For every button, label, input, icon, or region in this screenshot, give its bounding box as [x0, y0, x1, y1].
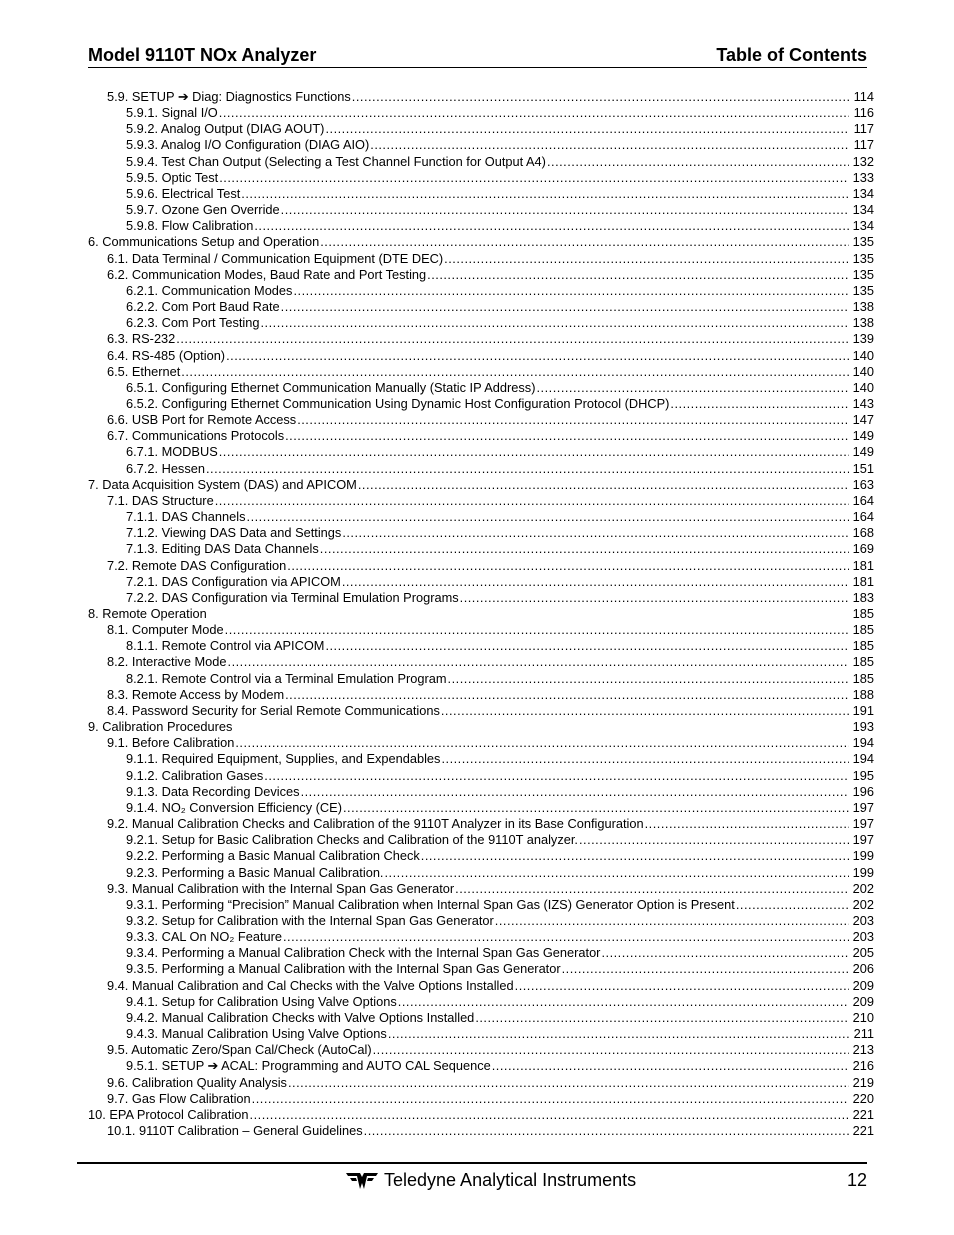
toc-entry-page: 196	[852, 783, 874, 799]
toc-entry-page: 185	[852, 654, 874, 670]
toc-entry[interactable]	[88, 331, 874, 347]
toc-dot-leader	[215, 493, 849, 509]
toc-dot-leader	[343, 800, 849, 816]
toc-entry-page: 205	[852, 945, 874, 961]
toc-dot-leader	[562, 961, 849, 977]
toc-dot-leader	[455, 881, 849, 897]
toc-entry-page: 195	[852, 767, 874, 783]
toc-entry-page: 206	[852, 961, 874, 977]
toc-dot-leader	[283, 929, 849, 945]
toc-entry-label: 8.3. Remote Access by Modem	[107, 686, 285, 702]
toc-entry[interactable]	[88, 881, 874, 897]
toc-entry-label: 9.1.3. Data Recording Devices	[126, 783, 300, 799]
toc-entry[interactable]	[88, 800, 874, 816]
toc-entry-label: 6.5.2. Configuring Ethernet Communication Using Dynamic Host Configuration Protocol (DHCP)	[126, 395, 670, 411]
toc-dot-leader	[285, 428, 849, 444]
document-title: Model 9110T NOx Analyzer	[88, 45, 317, 65]
toc-entry-page: 220	[852, 1090, 874, 1106]
toc-entry-page: 221	[852, 1123, 874, 1138]
toc-entry-page: 139	[852, 331, 874, 347]
toc-entry-label: 9.1.4. NO₂ Conversion Efficiency (CE)	[126, 799, 342, 815]
toc-entry[interactable]	[88, 1107, 874, 1123]
toc-entry[interactable]	[88, 493, 874, 509]
toc-dot-leader	[297, 412, 849, 428]
toc-dot-leader	[325, 638, 849, 654]
toc-dot-leader	[325, 121, 849, 137]
toc-entry-page: 216	[852, 1058, 874, 1074]
toc-entry[interactable]	[88, 137, 874, 153]
toc-entry-page: 138	[852, 299, 874, 315]
toc-entry-label: 7. Data Acquisition System (DAS) and APICOM	[88, 476, 357, 492]
toc-entry-label: 6.5.1. Configuring Ethernet Communication Manually (Static IP Address)	[126, 379, 536, 395]
toc-entry-page: 132	[852, 153, 874, 169]
toc-entry-page: 199	[852, 864, 874, 880]
toc-dot-leader	[370, 137, 849, 153]
toc-entry-label: 9.1.1. Required Equipment, Supplies, and Expendables	[126, 751, 441, 767]
toc-entry-label: 9.3.1. Performing “Precision” Manual Calibration when Internal Span Gas (IZS) Generator Option is Present	[126, 896, 735, 912]
toc-entry-label: 6.7.2. Hessen	[126, 460, 205, 476]
toc-dot-leader	[285, 687, 849, 703]
toc-dot-leader	[287, 558, 849, 574]
toc-entry-page: 143	[852, 395, 874, 411]
toc-dot-leader	[176, 331, 849, 347]
toc-dot-leader	[219, 444, 849, 460]
toc-entry-page: 202	[852, 880, 874, 896]
toc-entry-page: 164	[852, 509, 874, 525]
toc-dot-leader	[181, 364, 849, 380]
section-title: Table of Contents	[716, 45, 867, 65]
toc-entry[interactable]	[88, 1042, 874, 1058]
toc-entry-page: 185	[852, 638, 874, 654]
toc-entry-label: 9.4.2. Manual Calibration Checks with Valve Options Installed	[126, 1009, 475, 1025]
toc-entry-label: 7.1. DAS Structure	[107, 492, 214, 508]
toc-dot-leader	[254, 218, 849, 234]
toc-entry[interactable]	[88, 1075, 874, 1091]
toc-entry[interactable]	[88, 768, 874, 784]
toc-entry-page: 135	[852, 266, 874, 282]
toc-dot-leader	[645, 816, 849, 832]
toc-dot-leader	[219, 170, 849, 186]
toc-entry[interactable]	[88, 267, 874, 283]
toc-entry-label: 7.2.1. DAS Configuration via APICOM	[126, 573, 341, 589]
toc-entry-page: 185	[852, 670, 874, 686]
toc-entry[interactable]	[88, 1091, 874, 1107]
toc-entry[interactable]	[88, 105, 874, 121]
toc-entry[interactable]	[88, 121, 874, 137]
toc-entry-page: 194	[852, 751, 874, 767]
toc-dot-leader	[235, 735, 849, 751]
page-footer	[77, 1168, 867, 1194]
toc-entry[interactable]	[88, 154, 874, 170]
toc-entry-page: 188	[852, 686, 874, 702]
toc-dot-leader	[670, 396, 849, 412]
toc-entry-page: 138	[852, 315, 874, 331]
toc-dot-leader	[342, 525, 849, 541]
toc-entry-label: 10. EPA Protocol Calibration	[88, 1106, 249, 1122]
toc-dot-leader	[281, 202, 849, 218]
footer-brand-text: Teledyne Analytical Instruments	[384, 1170, 637, 1190]
toc-entry[interactable]	[88, 703, 874, 719]
toc-entry-label: 9.4.3. Manual Calibration Using Valve Options	[126, 1026, 387, 1042]
toc-entry-page: 209	[852, 977, 874, 993]
toc-entry-label: 8.2. Interactive Mode	[107, 654, 227, 670]
toc-entry[interactable]	[88, 590, 874, 606]
toc-entry-label: 9. Calibration Procedures	[88, 719, 233, 735]
toc-dot-leader	[226, 348, 849, 364]
toc-entry-page: 147	[852, 412, 874, 428]
toc-entry-page: 149	[852, 444, 874, 460]
toc-entry-label: 9.4.1. Setup for Calibration Using Valve Options	[126, 993, 397, 1009]
toc-entry-label: 5.9.4. Test Chan Output (Selecting a Test Channel Function for Output A4)	[126, 153, 546, 169]
toc-entry-label: 9.4. Manual Calibration and Cal Checks with the Valve Options Installed	[107, 977, 514, 993]
toc-dot-leader	[441, 703, 849, 719]
toc-dot-leader	[460, 590, 849, 606]
toc-entry-page: 199	[852, 848, 874, 864]
toc-entry-label: 10.1. 9110T Calibration – General Guidelines	[107, 1123, 363, 1138]
toc-entry-page: 169	[852, 541, 874, 557]
toc-dot-leader	[250, 1107, 849, 1123]
toc-entry[interactable]	[88, 784, 874, 800]
toc-entry[interactable]	[88, 848, 874, 864]
toc-dot-leader	[261, 315, 850, 331]
toc-dot-leader	[547, 154, 849, 170]
toc-entry[interactable]	[88, 412, 874, 428]
toc-entry[interactable]	[88, 477, 874, 493]
toc-entry[interactable]	[88, 299, 874, 315]
toc-entry[interactable]	[88, 654, 874, 670]
toc-entry-page: 117	[853, 121, 874, 137]
page-header	[88, 44, 867, 68]
toc-dot-leader	[373, 1042, 849, 1058]
toc-entry-page: 203	[852, 929, 874, 945]
toc-entry[interactable]	[88, 89, 874, 105]
toc-entry-page: 134	[852, 202, 874, 218]
toc-dot-leader	[264, 768, 849, 784]
toc-entry-label: 9.2. Manual Calibration Checks and Calibration of the 9110T Analyzer in its Base Configuration	[107, 816, 644, 832]
toc-entry[interactable]	[88, 735, 874, 751]
toc-entry-page: 151	[852, 460, 874, 476]
toc-entry-page: 197	[852, 832, 874, 848]
toc-entry-label: 6.6. USB Port for Remote Access	[107, 412, 297, 428]
toc-entry[interactable]	[88, 978, 874, 994]
toc-entry-label: 5.9.8. Flow Calibration	[126, 218, 254, 234]
toc-dot-leader	[219, 105, 849, 121]
toc-entry-page: 140	[852, 363, 874, 379]
toc-dot-leader	[388, 1026, 849, 1042]
toc-entry[interactable]	[88, 202, 874, 218]
toc-entry[interactable]	[88, 186, 874, 202]
toc-entry[interactable]	[88, 444, 874, 460]
toc-entry-page: 194	[852, 735, 874, 751]
toc-entry[interactable]	[88, 428, 874, 444]
toc-entry-label: 5.9.5. Optic Test	[126, 169, 219, 185]
toc-entry[interactable]	[88, 751, 874, 767]
toc-entry-page: 149	[852, 428, 874, 444]
toc-entry-page: 164	[852, 492, 874, 508]
toc-entry-page: 193	[852, 719, 874, 735]
toc-dot-leader	[492, 1058, 849, 1074]
toc-entry[interactable]	[88, 558, 874, 574]
toc-entry-label: 9.7. Gas Flow Calibration	[107, 1090, 251, 1106]
toc-entry[interactable]	[88, 509, 874, 525]
toc-entry-label: 8.2.1. Remote Control via a Terminal Emulation Program	[126, 670, 447, 686]
toc-entry[interactable]	[88, 897, 874, 913]
toc-entry[interactable]	[88, 1123, 874, 1139]
toc-entry-page: 203	[852, 912, 874, 928]
toc-entry-page: 210	[852, 1009, 874, 1025]
toc-dot-leader	[495, 913, 849, 929]
toc-dot-leader	[736, 897, 849, 913]
toc-entry-label: 9.3.5. Performing a Manual Calibration with the Internal Span Gas Generator	[126, 961, 561, 977]
toc-entry-label: 6.7.1. MODBUS	[126, 444, 218, 460]
toc-dot-leader	[293, 283, 849, 299]
toc-dot-leader	[288, 1075, 849, 1091]
toc-entry-page: 209	[852, 993, 874, 1009]
footer-brand	[345, 1168, 636, 1192]
toc-entry-page: 197	[852, 816, 874, 832]
toc-dot-leader	[358, 477, 849, 493]
toc-entry-page: 134	[852, 185, 874, 201]
toc-entry-label: 9.6. Calibration Quality Analysis	[107, 1074, 287, 1090]
toc-entry-page: 114	[853, 89, 874, 104]
toc-dot-leader	[385, 865, 850, 881]
toc-entry-page: 163	[852, 476, 874, 492]
toc-dot-leader	[441, 751, 849, 767]
toc-entry-label: 5.9.3. Analog I/O Configuration (DIAG AIO)	[126, 137, 370, 153]
toc-entry-page: 221	[852, 1106, 874, 1122]
toc-dot-leader	[444, 251, 849, 267]
toc-entry-page: 181	[852, 557, 874, 573]
toc-entry-label: 9.3.3. CAL On NO₂ Feature	[126, 929, 282, 945]
toc-entry[interactable]	[88, 348, 874, 364]
toc-entry-page: 140	[852, 379, 874, 395]
toc-dot-leader	[421, 848, 849, 864]
toc-entry-label: 6.3. RS-232	[107, 331, 176, 347]
toc-entry-label: 8. Remote Operation	[88, 606, 207, 621]
toc-dot-leader	[448, 671, 849, 687]
toc-entry-label: 9.2.2. Performing a Basic Manual Calibration Check	[126, 848, 420, 864]
toc-dot-leader	[536, 380, 849, 396]
toc-entry[interactable]	[88, 574, 874, 590]
toc-entry[interactable]	[88, 380, 874, 396]
toc-entry-page: 191	[852, 702, 874, 718]
toc-dot-leader	[398, 994, 849, 1010]
toc-entry-label: 7.2.2. DAS Configuration via Terminal Emulation Programs	[126, 589, 459, 605]
toc-entry[interactable]	[88, 218, 874, 234]
toc-entry-page: 197	[852, 799, 874, 815]
toc-entry-label: 7.1.1. DAS Channels	[126, 509, 246, 525]
toc-dot-leader	[241, 186, 849, 202]
toc-entry-page: 202	[852, 896, 874, 912]
toc-entry-page: 211	[853, 1026, 874, 1042]
toc-entry[interactable]	[88, 1058, 874, 1074]
toc-dot-leader	[427, 267, 849, 283]
toc-entry-page: 133	[852, 169, 874, 185]
toc-entry-label: 5.9. SETUP ➔ Diag: Diagnostics Functions	[107, 89, 351, 104]
toc-entry-label: 6.2.3. Com Port Testing	[126, 315, 260, 331]
toc-entry-label: 8.1.1. Remote Control via APICOM	[126, 638, 325, 654]
toc-entry[interactable]	[88, 315, 874, 331]
toc-dot-leader	[206, 461, 849, 477]
toc-entry[interactable]	[88, 541, 874, 557]
toc-entry-page: 168	[852, 525, 874, 541]
toc-entry-label: 6.5. Ethernet	[107, 363, 181, 379]
toc-entry-label: 9.1. Before Calibration	[107, 735, 235, 751]
toc-entry[interactable]	[88, 719, 874, 735]
toc-entry[interactable]	[88, 1010, 874, 1026]
toc-dot-leader	[228, 654, 849, 670]
toc-entry[interactable]	[88, 913, 874, 929]
toc-entry[interactable]	[88, 961, 874, 977]
toc-entry-label: 7.1.3. Editing DAS Data Channels	[126, 541, 319, 557]
toc-entry[interactable]	[88, 234, 874, 250]
toc-entry[interactable]	[88, 832, 874, 848]
toc-entry-label: 7.2. Remote DAS Configuration	[107, 557, 287, 573]
toc-entry[interactable]	[88, 283, 874, 299]
toc-entry-label: 9.3.4. Performing a Manual Calibration Check with the Internal Span Gas Generator	[126, 945, 601, 961]
toc-entry-page: 135	[852, 250, 874, 266]
toc-entry[interactable]	[88, 671, 874, 687]
toc-entry[interactable]	[88, 1026, 874, 1042]
toc-entry[interactable]	[88, 251, 874, 267]
toc-entry-label: 9.5.1. SETUP ➔ ACAL: Programming and AUTO CAL Sequence	[126, 1058, 491, 1074]
toc-entry[interactable]	[88, 865, 874, 881]
toc-entry-label: 6.2. Communication Modes, Baud Rate and Port Testing	[107, 266, 427, 282]
toc-entry[interactable]	[88, 364, 874, 380]
toc-entry-page: 135	[852, 234, 874, 250]
toc-entry[interactable]	[88, 606, 874, 622]
toc-entry-page: 185	[852, 606, 874, 621]
toc-entry-label: 9.1.2. Calibration Gases	[126, 767, 264, 783]
toc-entry-label: 5.9.2. Analog Output (DIAG AOUT)	[126, 121, 325, 137]
toc-entry[interactable]	[88, 622, 874, 638]
toc-dot-leader	[515, 978, 849, 994]
toc-entry-label: 6.7. Communications Protocols	[107, 428, 285, 444]
toc-entry-label: 6. Communications Setup and Operation	[88, 234, 320, 250]
toc-dot-leader	[342, 574, 849, 590]
toc-entry-page: 134	[852, 218, 874, 234]
toc-entry-label: 9.3.2. Setup for Calibration with the Internal Span Gas Generator	[126, 912, 494, 928]
toc-entry[interactable]	[88, 170, 874, 186]
toc-entry[interactable]	[88, 638, 874, 654]
toc-entry[interactable]	[88, 945, 874, 961]
toc-entry[interactable]	[88, 525, 874, 541]
toc-entry[interactable]	[88, 396, 874, 412]
toc-entry-page: 135	[852, 282, 874, 298]
toc-dot-leader	[301, 784, 849, 800]
toc-dot-leader	[225, 622, 849, 638]
toc-dot-leader	[320, 541, 849, 557]
header-divider	[88, 67, 867, 68]
toc-entry[interactable]	[88, 994, 874, 1010]
toc-entry[interactable]	[88, 461, 874, 477]
toc-entry-label: 8.4. Password Security for Serial Remote Communications	[107, 702, 440, 718]
table-of-contents	[88, 89, 874, 1139]
toc-entry[interactable]	[88, 816, 874, 832]
toc-entry-page: 116	[853, 105, 874, 121]
toc-entry-page: 185	[852, 622, 874, 638]
toc-dot-leader	[364, 1123, 849, 1139]
toc-entry-page: 183	[852, 589, 874, 605]
toc-dot-leader	[352, 89, 849, 105]
toc-entry-page: 117	[853, 137, 874, 153]
page-number: 12	[846, 1170, 867, 1190]
teledyne-logo-icon	[345, 1169, 379, 1191]
toc-entry-page: 140	[852, 347, 874, 363]
toc-entry-label: 6.2.1. Communication Modes	[126, 282, 293, 298]
toc-entry-label: 9.2.1. Setup for Basic Calibration Checks and Calibration of the 9110T analyzer.	[126, 832, 578, 848]
toc-entry-label: 6.2.2. Com Port Baud Rate	[126, 299, 280, 315]
toc-dot-leader	[579, 832, 849, 848]
toc-entry-label: 6.4. RS-485 (Option)	[107, 347, 226, 363]
toc-dot-leader	[247, 509, 849, 525]
toc-entry-label: 9.2.3. Performing a Basic Manual Calibration.	[126, 864, 384, 880]
toc-entry-label: 5.9.1. Signal I/O	[126, 105, 218, 121]
toc-entry-label: 9.5. Automatic Zero/Span Cal/Check (AutoCal)	[107, 1042, 372, 1058]
toc-entry-label: 6.1. Data Terminal / Communication Equipment (DTE DEC)	[107, 250, 444, 266]
toc-dot-leader	[281, 299, 849, 315]
toc-entry-page: 181	[852, 573, 874, 589]
toc-entry-page: 219	[852, 1074, 874, 1090]
toc-entry[interactable]	[88, 687, 874, 703]
toc-entry[interactable]	[88, 929, 874, 945]
toc-dot-leader	[475, 1010, 849, 1026]
toc-entry-page: 213	[852, 1042, 874, 1058]
toc-dot-leader	[252, 1091, 849, 1107]
toc-entry-label: 5.9.7. Ozone Gen Override	[126, 202, 280, 218]
toc-entry-label: 7.1.2. Viewing DAS Data and Settings	[126, 525, 342, 541]
toc-dot-leader	[320, 234, 849, 250]
footer-divider	[77, 1162, 867, 1164]
toc-entry-label: 5.9.6. Electrical Test	[126, 185, 241, 201]
toc-entry-label: 9.3. Manual Calibration with the Internal Span Gas Generator	[107, 880, 455, 896]
toc-entry-label: 8.1. Computer Mode	[107, 622, 224, 638]
toc-dot-leader	[601, 945, 849, 961]
